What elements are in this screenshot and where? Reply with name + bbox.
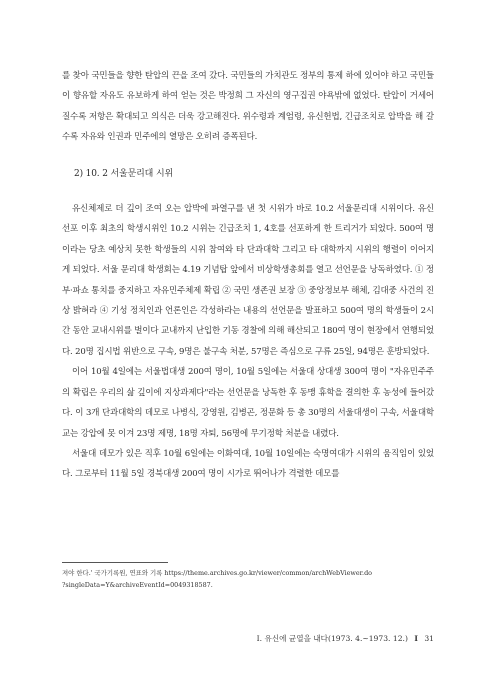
footer-chapter-title: I. 유신에 균열을 내다(1973. 4.~1973. 12.) [256, 634, 408, 643]
paragraph-2: 이어 10월 4일에는 서울법대생 200여 명이, 10월 5일에는 서울대 상대생 300여 명이 "자유민주주의 확립은 우리의 삶 깊이에 지상과제다"라는 선언문을 낭독한 후 동맹 휴학을 결의한 후 농성에 들어갔다. 이 3개 단과대학의 데모로 나병식, 강영원, 김병곤, 정문화 등 총 30명의 서울대생이 구속, 서울대학교는 강압에 못 이겨 23명 제명, 18명 자퇴, 56명에 무기정학 처분을 내렸다. [62, 367, 434, 439]
footnote-divider [62, 562, 168, 563]
footer-separator: I [414, 634, 418, 643]
footnote-line: 져야 한다.' 국가기록원, 연표와 기록 https://theme.archives.go.kr/viewer/common/archWebViewer.do [62, 569, 373, 577]
paragraph-3: 서울대 데모가 있은 직후 10월 6일에는 이화여대, 10월 10일에는 숙명여대가 시위의 움직임이 있었다. 그로부터 11월 5일 경북대생 200여 명이 시가로 뛰어나가 격렬한 데모를 [62, 448, 434, 480]
footnote [62, 568, 434, 591]
section-heading: 2) 10. 2 서울문리대 시위 [74, 168, 174, 179]
page-footer [257, 633, 434, 644]
page-number: 31 [424, 634, 434, 643]
body-text [62, 66, 434, 485]
paragraph-1: 유신체제로 더 깊이 조여 오는 압박에 파열구를 낸 첫 시위가 바로 10.2 서울문리대 시위이다. 유신 선포 이후 최초의 학생시위인 10.2 시위는 긴급조치 1, 4호를 선포하게 한 트리거가 되었다. 500여 명이라는 당초 예상치 못한 학생들의 시위 참여와 타 단과대학 그리고 타 대학까지 시위의 행렬이 이어지게 되었다. 서울 문리대 학생회는 4.19 기념탑 앞에서 비상학생총회를 열고 선언문을 낭독하였다. ① 정부·파쇼 통치를 중지하고 자유민주체제 확립 ② 국민 생존권 보장 ③ 중앙정보부 해체, 김대중 사건의 진상 밝혀라 ④ 기성 정치인과 언론인은 각성하라는 내용의 선언문을 발표하고 500여 명의 학생들이 2시간 동안 교내시위를 벌이다 교내까지 난입한 기동 경찰에 의해 해산되고 180여 명이 현장에서 연행되었다. 20명 집시법 위반으로 구속, 9명은 불구속 처분, 57명은 즉심으로 구류 25일, 94명은 훈방되었다. [62, 204, 434, 357]
paragraph-intro: 를 찾아 국민들을 향한 탄압의 끈을 조여 갔다. 국민들의 가치관도 정부의 통제 하에 있어야 하고 국민들이 향유할 자유도 유보하게 하여 얻는 것은 박정희 그 자신의 영구집권 야욕밖에 없었다. 탄압이 거세어질수록 저항은 확대되고 의식은 더욱 강고해진다. 위수령과 계엄령, 유신헌법, 긴급조치로 압박을 해 갈수록 자유와 인권과 민주에의 열망은 오히려 증폭된다. [62, 71, 434, 143]
footnote-line: ?singleData=Y&archiveEventId=0049318587. [62, 580, 213, 589]
